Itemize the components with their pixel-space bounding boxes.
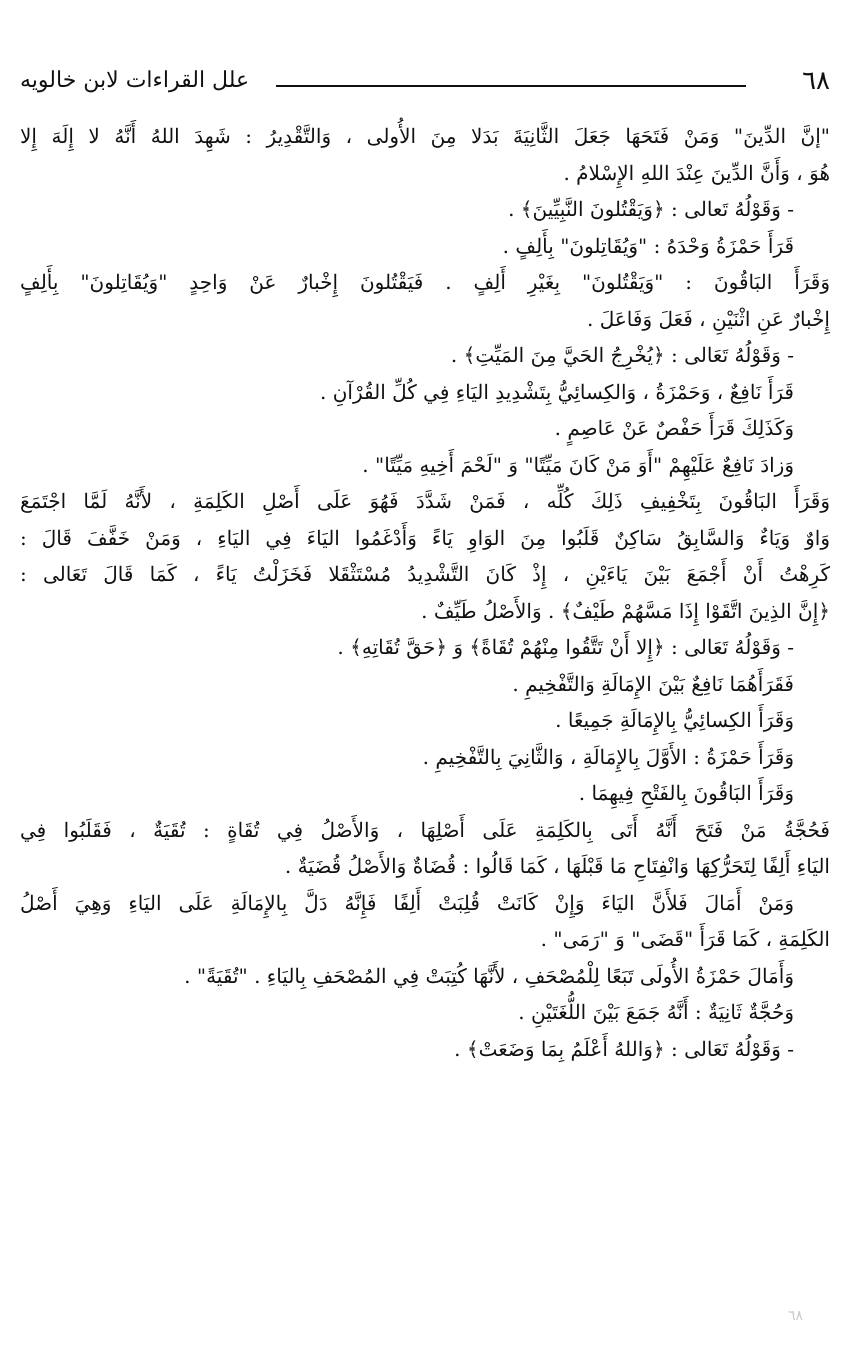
- text-line: وَقَرَأَ الكِسائِيُّ بِالإِمَالَةِ جَمِيعًا .: [555, 708, 794, 732]
- text-line: قَرَأَ حَمْزَةُ وَحْدَهُ : "وَيُقَاتِلونَ" بِأَلِفٍ .: [502, 233, 794, 258]
- text-line: وَاوٌ وَيَاءٌ وَالسَّابِقُ سَاكِنٌ قَلَبُوا مِنَ الوَاوِ يَاءً وَأَدْغَمُوا اليَاءَ فِي اليَاءِ ، وَمَنْ خَفَّفَ قَالَ :: [20, 525, 830, 550]
- page-number: ٦٨: [802, 66, 830, 96]
- page-header: [20, 62, 830, 102]
- text-line: قَرَأَ نَافِعٌ ، وَحَمْزَةُ ، وَالكِسائِيُّ بِتَشْدِيدِ اليَاءِ فِي كُلِّ القُرْآنِ .: [320, 379, 794, 404]
- text-line: اليَاءِ أَلِفًا لِتَحَرُّكِهَا وَانْفِتَاحِ مَا قَبْلَهَا ، كَمَا قَالُوا : قُضَاةٌ وَالأَصْلُ قُضَيَةٌ .: [284, 854, 830, 878]
- body-text: [20, 118, 830, 1067]
- text-line: وَقَرَأَ البَاقُونَ بِالفَتْحِ فِيهِمَا .: [578, 781, 794, 805]
- text-line: وَحُجَّةٌ ثَانِيَةٌ : أَنَّهُ جَمَعَ بَيْنَ اللُّغَتَيْنِ .: [518, 1000, 794, 1024]
- text-line: الكَلِمَةِ ، كَمَا قَرَأَ "قَضَى" وَ "رَمَى" .: [540, 927, 830, 951]
- text-line: وَقَرَأَ حَمْزَةُ : الأَوَّلَ بِالإِمَالَةِ ، وَالثَّانِيَ بِالتَّفْخِيمِ .: [422, 744, 794, 769]
- footer-page-mark: ٦٨: [788, 1308, 804, 1324]
- running-title: علل القراءات لابن خالويه: [20, 68, 250, 93]
- text-line: - وَقَوْلُهُ تَعالى : ﴿وَيَقْتُلونَ النَّبِيِّينَ﴾ .: [508, 197, 794, 221]
- text-line: وَمَنْ أَمَالَ فَلأَنَّ اليَاءَ وَإِنْ كَانَتْ قُلِبَتْ أَلِفًا فَإِنَّهُ دَلَّ بِالإِمَالَةِ عَلَى اليَاءِ وَهِيَ أَصْلُ: [20, 890, 794, 915]
- text-line: وَكَذَلِكَ قَرَأَ حَفْصٌ عَنْ عَاصِمٍ .: [554, 416, 794, 440]
- text-line: "إنَّ الدِّينَ" وَمَنْ فَتَحَهَا جَعَلَ الثَّانِيَةَ بَدَلا مِنَ الأُولى ، وَالتَّقْدِيرُ : شَهِدَ اللهُ أَنَّهُ لا إِلَهَ إِلا: [20, 124, 831, 148]
- text-line: فَقَرَأَهُمَا نَافِعٌ بَيْنَ الإِمَالَةِ وَالتَّفْخِيمِ .: [512, 671, 794, 696]
- text-line: كَرِهْتُ أَنْ أَجْمَعَ بَيْنَ يَاءَيْنِ ، إِذْ كَانَ التَّشْدِيدُ مُسْتَثْقَلا فَخَزَلْتُ يَاءً ، كَمَا قَالَ تَعَالى :: [20, 562, 830, 586]
- text-line: وَقَرَأَ البَاقُونَ بِتَخْفِيفِ ذَلِكَ كُلِّه ، فَمَنْ شَدَّدَ فَهُوَ عَلَى أَصْلِ الكَلِمَةِ ، لأَنَّهُ لَمَّا اجْتَمَعَ: [20, 489, 830, 513]
- text-line: - وَقَوْلُهُ تَعَالى : ﴿يُخْرِجُ الحَيَّ مِنَ المَيِّتِ﴾ .: [450, 343, 794, 367]
- text-line: وَأَمَالَ حَمْزَةُ الأُولَى تَبَعًا لِلْمُصْحَفِ ، لأَنَّهَا كُتِبَتْ فِي المُصْحَفِ بِاليَاءِ . "تُقَيَةً" .: [184, 963, 794, 988]
- header-rule: [276, 85, 746, 87]
- text-line: - وَقَوْلُهُ تَعَالى : ﴿إِلا أَنْ تَتَّقُوا مِنْهُمْ تُقَاةً﴾ وَ ﴿حَقَّ تُقَاتِهِ﴾ .: [337, 635, 794, 659]
- text-line: فَحُجَّةُ مَنْ فَتَحَ أَنَّهُ أَتَى بِالكَلِمَةِ عَلَى أَصْلِهَا ، وَالأَصْلُ فِي تُقَاةٍ : تُقَيَةٌ ، فَقَلَبُوا فِي: [20, 817, 830, 842]
- text-line: إِخْبارٌ عَنِ اثْنَيْنِ ، فَعَلَ وَفَاعَلَ .: [587, 306, 830, 331]
- text-line: - وَقَوْلُهُ تَعَالى : ﴿وَاللهُ أَعْلَمُ بِمَا وَضَعَتْ﴾ .: [454, 1036, 794, 1061]
- text-line: وَزادَ نَافِعٌ عَلَيْهِمْ "أَوَ مَنْ كَانَ مَيِّتًا" وَ "لَحْمَ أَخِيهِ مَيِّتًا" .: [362, 452, 794, 477]
- text-line: ﴿إِنَّ الذِينَ اتَّقَوْا إِذَا مَسَّهُمْ طَيْفٌ﴾ . وَالأَصْلُ طَيِّفٌ .: [421, 598, 830, 623]
- text-line: وَقَرَأَ البَاقُونَ : "وَيَقْتُلونَ" بِغَيْرِ أَلِفٍ . فَيَقْتُلونَ إِخْبارٌ عَنْ وَاحِدٍ "وَيُقَاتِلونَ" بِأَلِفٍ: [20, 270, 830, 294]
- text-line: هُوَ ، وَأَنَّ الدِّينَ عِنْدَ اللهِ الإِسْلامُ .: [563, 160, 830, 185]
